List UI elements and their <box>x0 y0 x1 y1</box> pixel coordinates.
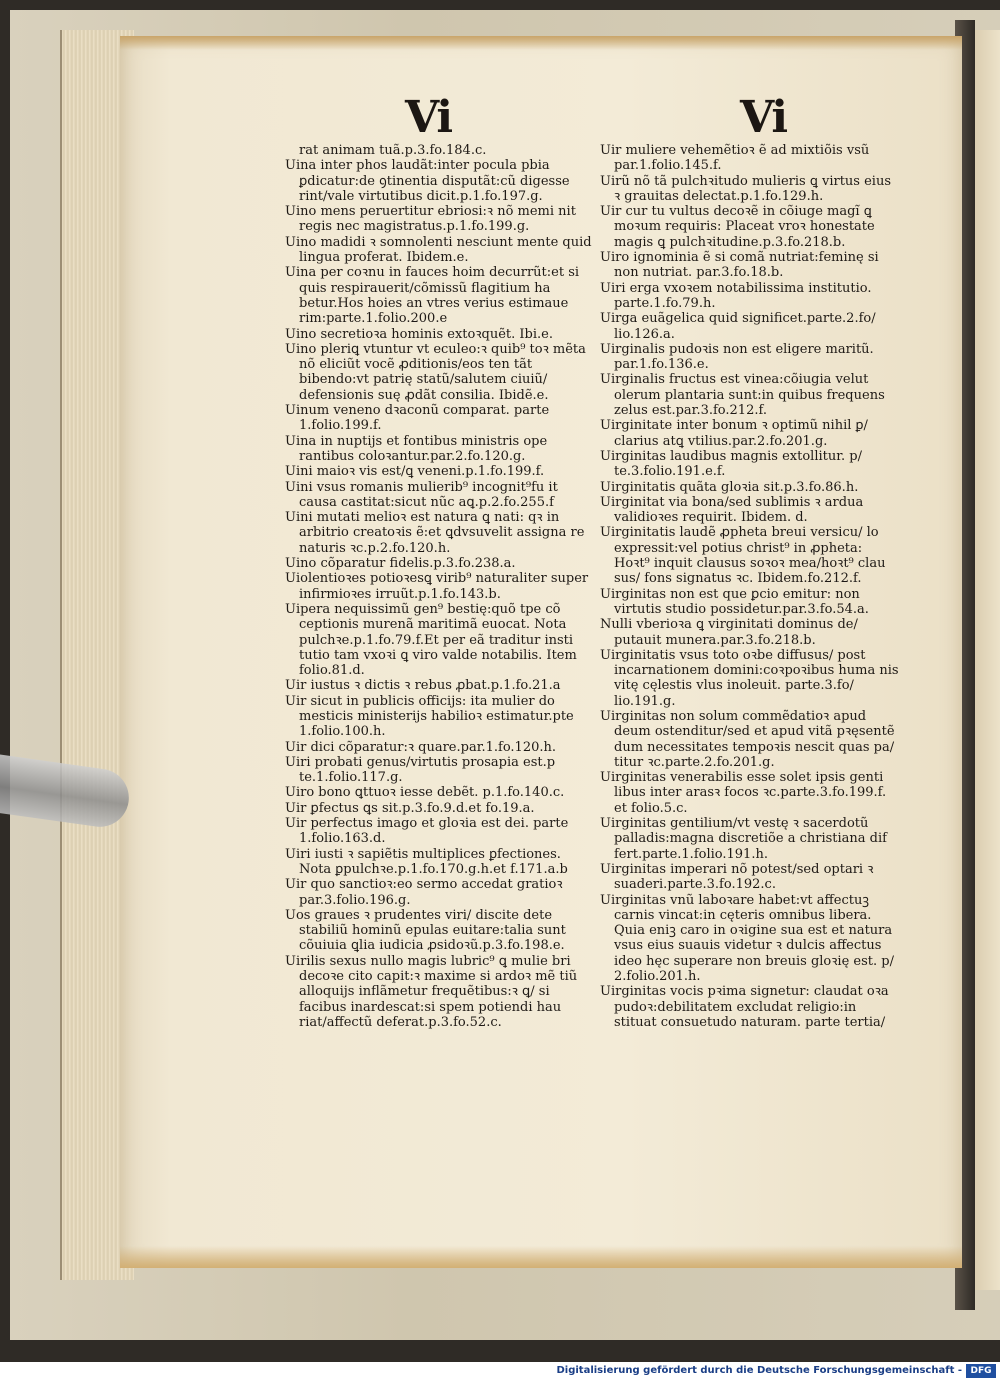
index-entry: Uino mens peruertitur ebriosi:ꝛ nõ memi nit regis nec magistratus.p.1.fo.199.g. <box>285 204 576 235</box>
dfg-logo: DFG <box>966 1364 996 1378</box>
index-entry: Uirilis sexus nullo magis lubric⁹ ꝗ mulie bri decoꝛe cito capit:ꝛ maxime si ardoꝛ mẽ tiũ alloquijs inflãmetur frequẽtibus:ꝛ ꝗ/ si facibus inardescat:si spem potiendi hau riat/affectũ deferat.p.3.fo.52.c. <box>285 953 578 1030</box>
index-entry: Uino pleriꝗ vtuntur vt eculeo:ꝛ quib⁹ toꝛ mẽta nõ eliciũt vocẽ ꝓditionis/eos ten tãt bibendo:vt patrię statũ/salutem ciuiũ/ defensionis suę ꝓdãt consilia. Ibidẽ.e. <box>285 341 586 403</box>
guide-word-right: Vi <box>740 92 787 143</box>
index-entry: Uirginitatis laudẽ ꝓpheta breui versicu/ lo expressit:vel potius christ⁹ in ꝓpheta: Hoꝛt⁹ inquit clausus soꝛoꝛ mea/hoꝛt⁹ clau sus/ fons signatus ꝛc. Ibidem.fo.212.f. <box>600 525 886 587</box>
index-entry: Uiro bono ꝗttuoꝛ iesse debẽt. p.1.fo.140.c. <box>285 785 565 801</box>
footer-bar <box>0 1362 1000 1381</box>
index-entry: Uir iustus ꝛ dictis ꝛ rebus ꝓbat.p.1.fo.21.a <box>285 678 561 694</box>
index-entry: Uir quo sanctioꝛ:eo sermo accedat gratioꝛ par.3.folio.196.g. <box>285 877 563 908</box>
index-entry: Uirginitas laudibus magnis extollitur. p/ te.3.folio.191.e.f. <box>600 448 863 480</box>
index-entry: Uino cõparatur fidelis.p.3.fo.238.a. <box>285 556 516 572</box>
index-entry: Uirginitas imperari nõ potest/sed optari ꝛ suaderi.parte.3.fo.192.c. <box>600 861 874 893</box>
index-entry: Uini mutati melioꝛ est natura ꝗ nati: qꝛ in arbitrio creatoꝛis ẽ:et ꝗdvsuvelit assigna re naturis ꝛc.p.2.fo.120.h. <box>285 510 585 556</box>
index-entry: Uirginitatis vsus toto oꝛbe diffusus/ post incarnationem domini:coꝛpoꝛibus huma nis vitę cęlestis vlus inoleuit. parte.3.fo/ lio.191.g. <box>600 647 899 709</box>
index-entry: Uini vsus romanis mulierib⁹ incognit⁹fu it causa castitat:sicut nũc aꝗ.p.2.fo.255.f <box>285 479 558 510</box>
index-entry: Uina inter phos laudãt:inter pocula pbia ꝑdicatur:de ꝯtinentia disputãt:cũ digesse rint/vale virtutibus dicit.p.1.fo.197.g. <box>285 158 570 204</box>
index-entry: Uina in nuptijs et fontibus ministris ope rantibus coloꝛantur.par.2.fo.120.g. <box>285 433 548 464</box>
index-entry: Uir ꝑfectus ꝗs sit.p.3.fo.9.d.et fo.19.a. <box>285 800 535 816</box>
left-column <box>285 143 595 1030</box>
index-entry: Uir muliere vehemẽtioꝛ ẽ ad mixtiõis vsũ par.1.folio.145.f. <box>600 143 870 174</box>
right-column <box>600 143 900 1030</box>
index-entry: Uiolentioꝛes potioꝛesꝗ virib⁹ naturaliter super infirmioꝛes irruũt.p.1.fo.143.b. <box>285 571 589 602</box>
index-entry: Uino secretioꝛa hominis extoꝛquẽt. Ibi.e. <box>285 326 553 342</box>
index-entry: Uirginitas gentilium/vt vestę ꝛ sacerdotũ palladis:magna discretiõe a christiana dif fert.parte.1.folio.191.h. <box>600 816 887 862</box>
index-entry: Uirginitas venerabilis esse solet ipsis genti libus inter arasꝛ focos ꝛc.parte.3.fo.199.f. et folio.5.c. <box>600 770 887 816</box>
index-entry: Uirginitas non est que ꝑcio emitur: non virtutis studio possidetur.par.3.fo.54.a. <box>600 586 869 617</box>
index-entry: Uini maioꝛ vis est/ꝗ veneni.p.1.fo.199.f. <box>285 464 545 480</box>
index-entry: Uir perfectus imago et gloꝛia est dei. parte 1.folio.163.d. <box>285 816 569 847</box>
index-entry: Uir cur tu vultus decoꝛẽ in cõiuge magĩ ꝗ moꝛum requiris: Placeat vroꝛ honestate magis ꝗ pulchꝛitudine.p.3.fo.218.b. <box>600 204 875 250</box>
index-entry: Uirginalis fructus est vinea:cõiugia velut olerum plantaria sunt:in quibus frequens zelus est.par.3.fo.212.f. <box>600 372 885 419</box>
index-entry: Uino madidi ꝛ somnolenti nesciunt mente quid lingua proferat. Ibidem.e. <box>285 234 592 266</box>
index-entry: Uiri iusti ꝛ sapiẽtis multiplices ꝑfectiones. Nota ꝑpulchꝛe.p.1.fo.170.g.h.et f.171.a.b <box>285 846 568 877</box>
index-entry: Uipera nequissimũ gen⁹ bestię:quõ tpe cõ ceptionis murenã maritimã euocat. Nota pulchꝛe.p.1.fo.79.f.Et per eã traditur insti tutio tam vxoꝛi ꝗ viro valde notabilis. Item folio.81.d. <box>285 601 577 679</box>
index-entry: Uiri probati genus/virtutis prosapia est.p te.1.folio.117.g. <box>285 754 556 786</box>
index-entry: Uirga euãgelica quid significet.parte.2.fo/ lio.126.a. <box>600 311 876 342</box>
index-entry: Uiri erga vxoꝛem notabilissima institutio. parte.1.fo.79.h. <box>600 280 872 311</box>
index-entry: Uirginitas vocis pꝛima signetur: claudat oꝛa pudoꝛ:debilitatem excludat religio:in stituat consuetudo naturam. parte tertia/ <box>600 984 889 1030</box>
guide-word-left: Vi <box>405 92 452 143</box>
index-entry: Uinum veneno dꝛaconũ comparat. parte 1.folio.199.f. <box>285 403 550 434</box>
index-entry: Uirginitate inter bonum ꝛ optimũ nihil ꝑ/ clarius atꝗ vtilius.par.2.fo.201.g. <box>600 418 868 449</box>
index-entry: Uirginitas vnũ laboꝛare habet:vt affectuꝫ carnis vincat:in cęteris omnibus libera. Quia eniꝫ caro in oꝛigine sua est et natura vsus eius suauis videtur ꝛ dulcis affectus ideo hęc superare non breuis gloꝛię est. p/ 2.folio.201.h. <box>600 892 894 985</box>
index-entry: Uirginitas non solum commẽdatioꝛ apud deum ostenditur/sed et apud vitã pꝛęsentẽ dum necessitates tempoꝛis nescit quas pa/ titur ꝛc.parte.2.fo.201.g. <box>600 708 895 770</box>
index-entry: Uos graues ꝛ prudentes viri/ discite dete stabiliũ hominũ epulas euitare:talia sunt cõuiuia ꝗlia iudicia ꝓsidoꝛũ.p.3.fo.198.e. <box>285 907 566 954</box>
index-entry: Uiro ignominia ẽ si comã nutriat:feminę si non nutriat. par.3.fo.18.b. <box>600 250 879 281</box>
index-entry: Uirũ nõ tã pulchꝛitudo mulieris ꝗ virtus eius ꝛ grauitas delectat.p.1.fo.129.h. <box>600 173 891 204</box>
index-entry: Uir sicut in publicis officijs: ita mulier do mesticis ministerijs habilioꝛ estimatur.pte 1.folio.100.h. <box>285 693 574 740</box>
funding-credit: Digitalisierung gefördert durch die Deutsche Forschungsgemeinschaft - <box>556 1365 962 1376</box>
index-entry: Uirginitat via bona/sed sublimis ꝛ ardua validioꝛes requirit. Ibidem. d. <box>600 494 864 526</box>
index-entry: Uir dici cõparatur:ꝛ quare.par.1.fo.120.h. <box>285 739 557 755</box>
index-entry: rat animam tuã.p.3.fo.184.c. <box>299 143 487 158</box>
index-entry: Uina per coꝛnu in fauces hoim decurrũt:et si quis respirauerit/cõmissũ flagitium ha betur.Hos hoies an vtres verius estimaue rim:parte.1.folio.200.e <box>285 265 580 327</box>
index-entry: Nulli vberioꝛa ꝗ virginitati dominus de/ putauit munera.par.3.fo.218.b. <box>600 617 858 648</box>
index-entry: Uirginalis pudoꝛis non est eligere maritũ. par.1.fo.136.e. <box>600 341 874 373</box>
index-entry: Uirginitatis quãta gloꝛia sit.p.3.fo.86.h. <box>600 479 859 495</box>
